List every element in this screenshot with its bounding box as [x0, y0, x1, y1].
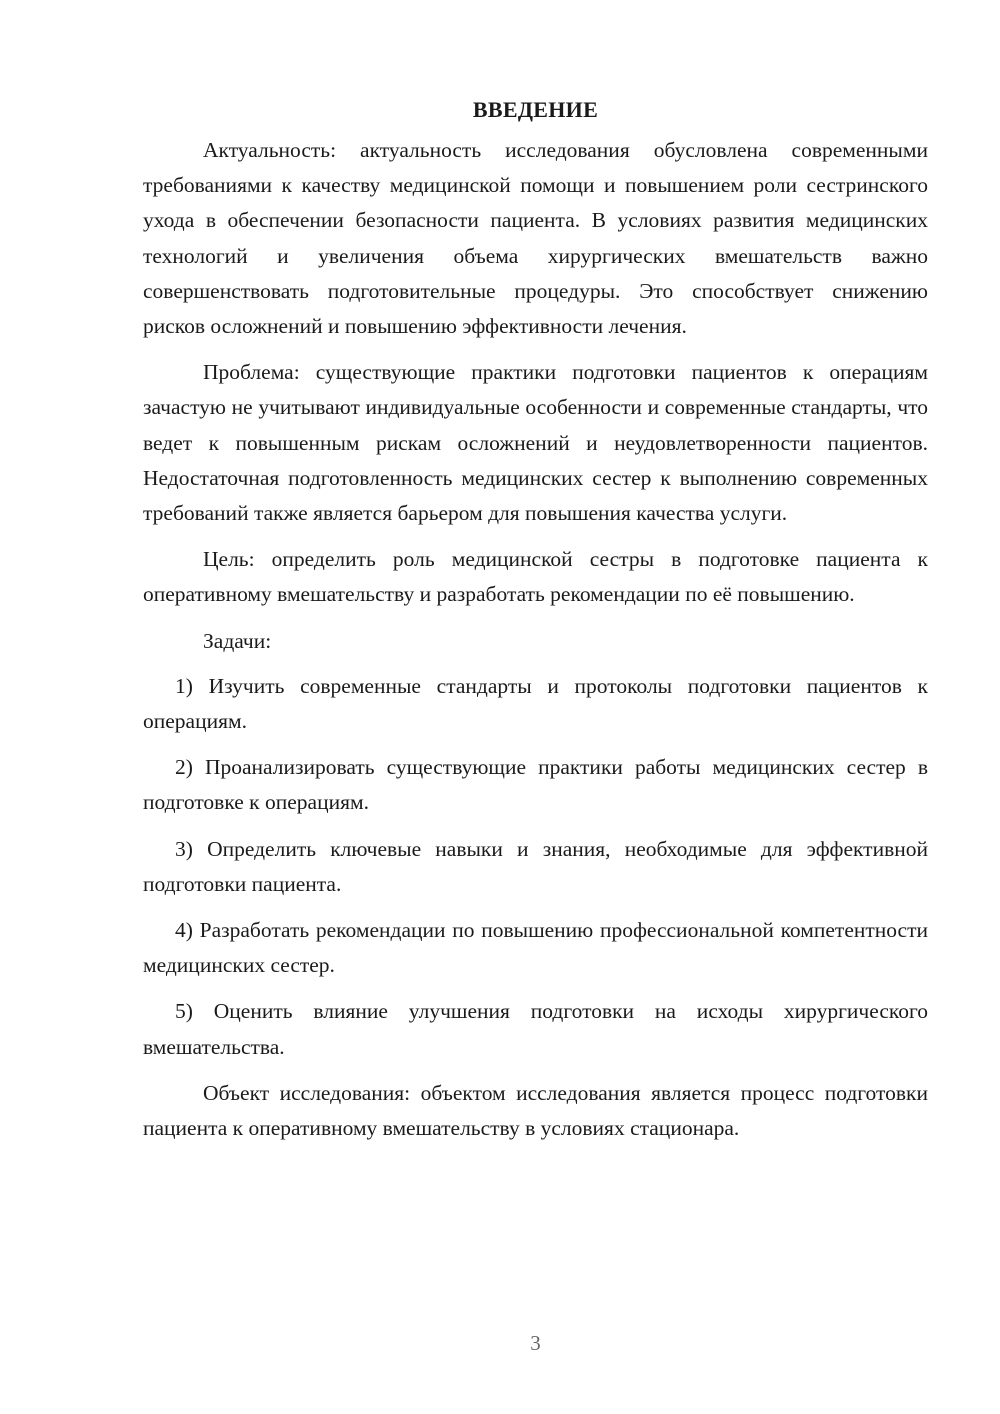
task-item: 1) Изучить современные стандарты и протоколы подготовки пациентов к операциям. [143, 673, 928, 734]
task-item: 4) Разработать рекомендации по повышению профессиональной компетентности медицинских сестер. [143, 918, 928, 978]
paragraph-problem: Проблема: существующие практики подготовки пациентов к операциям зачастую не учитывают индивидуальные особенности и современные стандарты, что ведет к повышенным рискам осложнений и неудовлетворенности пациентов. Недостаточная подготовленность медицинских сестер к выполнению современных требований также является барьером для повышения качества услуги. [143, 360, 928, 526]
page-title: ВВЕДЕНИЕ [472, 97, 599, 122]
paragraph-object: Объект исследования: объектом исследования является процесс подготовки пациента к оперативному вмешательству в условиях стационара. [143, 1080, 928, 1141]
tasks-list [143, 669, 928, 1065]
tasks-heading: Задачи: [203, 628, 272, 653]
page-number: 3 [530, 1331, 541, 1355]
document-page [143, 92, 928, 1157]
task-item: 2) Проанализировать существующие практики работы медицинских сестер в подготовке к операциям. [143, 755, 928, 815]
paragraph-goal: Цель: определить роль медицинской сестры в подготовке пациента к оперативному вмешательству и разработать рекомендации по её повышению. [143, 547, 928, 607]
paragraph-relevance: Актуальность: актуальность исследования обусловлена современными требованиями к качеству медицинской помощи и повышением роли сестринского ухода в обеспечении безопасности пациента. В условиях развития медицинских технологий и увеличения объема хирургических вмешательств важно совершенствовать подготовительные процедуры. Это способствует снижению рисков осложнений и повышению эффективности лечения. [143, 138, 928, 339]
task-item: 3) Определить ключевые навыки и знания, необходимые для эффективной подготовки пациента. [143, 836, 928, 896]
task-item: 5) Оценить влияние улучшения подготовки на исходы хирургического вмешательства. [143, 999, 928, 1059]
